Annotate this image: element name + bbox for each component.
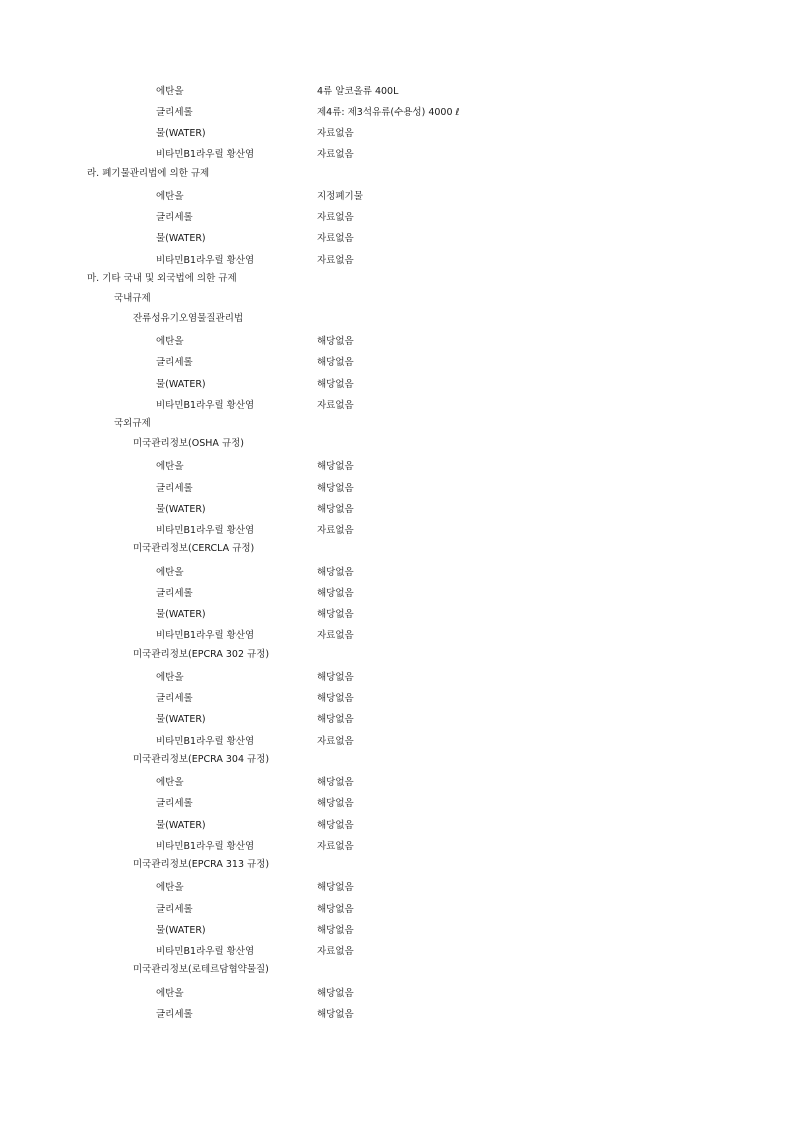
- row-name: 에탄올: [156, 882, 184, 893]
- row-name: 글리세롤: [156, 212, 193, 223]
- row-name: 에탄올: [156, 567, 184, 578]
- row-name: 글리세롤: [156, 357, 193, 368]
- row-value: 해당없음: [317, 693, 354, 704]
- row-value: 제4류: 제3석유류(수용성) 4000 ℓ: [317, 107, 460, 118]
- row-name: 글리세롤: [156, 904, 193, 915]
- row-value: 자료없음: [317, 525, 354, 536]
- section-heading: 라. 폐기물관리법에 의한 규제: [87, 168, 210, 179]
- row-value: 해당없음: [317, 798, 354, 809]
- row-name: 글리세롤: [156, 588, 193, 599]
- law-heading: 미국관리정보(로테르담협약물질): [133, 964, 269, 975]
- row-value: 자료없음: [317, 630, 354, 641]
- row-value: 해당없음: [317, 925, 354, 936]
- row-value: 해당없음: [317, 461, 354, 472]
- law-heading: 미국관리정보(EPCRA 304 규정): [133, 754, 270, 765]
- row-name: 비타민B1라우릴 황산염: [156, 149, 255, 160]
- row-name: 비타민B1라우릴 황산염: [156, 630, 255, 641]
- row-value: 해당없음: [317, 1009, 354, 1020]
- row-value: 해당없음: [317, 820, 354, 831]
- row-value: 해당없음: [317, 714, 354, 725]
- row-name: 비타민B1라우릴 황산염: [156, 736, 255, 747]
- law-heading: 미국관리정보(EPCRA 302 규정): [133, 649, 270, 660]
- row-name: 비타민B1라우릴 황산염: [156, 525, 255, 536]
- row-value: 해당없음: [317, 483, 354, 494]
- row-value: 해당없음: [317, 379, 354, 390]
- row-name: 물(WATER): [156, 233, 206, 244]
- row-name: 에탄올: [156, 336, 184, 347]
- row-value: 해당없음: [317, 588, 354, 599]
- row-value: 해당없음: [317, 988, 354, 999]
- row-name: 글리세롤: [156, 693, 193, 704]
- row-name: 비타민B1라우릴 황산염: [156, 255, 255, 266]
- row-value: 해당없음: [317, 882, 354, 893]
- row-name: 에탄올: [156, 86, 184, 97]
- subsection-heading: 국내규제: [114, 293, 151, 304]
- row-name: 비타민B1라우릴 황산염: [156, 841, 255, 852]
- row-value: 자료없음: [317, 128, 354, 139]
- row-value: 자료없음: [317, 736, 354, 747]
- row-name: 물(WATER): [156, 820, 206, 831]
- row-value: 자료없음: [317, 255, 354, 266]
- row-name: 에탄올: [156, 988, 184, 999]
- row-value: 자료없음: [317, 233, 354, 244]
- law-heading: 미국관리정보(EPCRA 313 규정): [133, 859, 270, 870]
- row-name: 에탄올: [156, 777, 184, 788]
- law-heading: 미국관리정보(CERCLA 규정): [133, 543, 255, 554]
- row-name: 비타민B1라우릴 황산염: [156, 946, 255, 957]
- row-name: 물(WATER): [156, 504, 206, 515]
- row-name: 글리세롤: [156, 798, 193, 809]
- section-heading: 마. 기타 국내 및 외국법에 의한 규제: [87, 273, 237, 284]
- subsection-heading: 국외규제: [114, 418, 151, 429]
- row-name: 글리세롤: [156, 107, 193, 118]
- row-name: 에탄올: [156, 461, 184, 472]
- row-name: 에탄올: [156, 672, 184, 683]
- row-value: 해당없음: [317, 504, 354, 515]
- row-value: 해당없음: [317, 672, 354, 683]
- row-value: 4류 알코올류 400L: [317, 86, 399, 97]
- law-heading: 미국관리정보(OSHA 규정): [133, 438, 244, 449]
- row-name: 글리세롤: [156, 483, 193, 494]
- row-value: 해당없음: [317, 357, 354, 368]
- row-value: 해당없음: [317, 336, 354, 347]
- row-name: 물(WATER): [156, 925, 206, 936]
- law-heading: 잔류성유기오염물질관리법: [133, 313, 244, 324]
- row-value: 자료없음: [317, 841, 354, 852]
- row-value: 해당없음: [317, 904, 354, 915]
- row-value: 해당없음: [317, 609, 354, 620]
- row-name: 글리세롤: [156, 1009, 193, 1020]
- row-name: 물(WATER): [156, 714, 206, 725]
- row-name: 물(WATER): [156, 128, 206, 139]
- row-name: 물(WATER): [156, 609, 206, 620]
- row-value: 자료없음: [317, 212, 354, 223]
- row-name: 비타민B1라우릴 황산염: [156, 400, 255, 411]
- row-name: 에탄올: [156, 191, 184, 202]
- row-value: 해당없음: [317, 567, 354, 578]
- row-value: 자료없음: [317, 149, 354, 160]
- row-value: 해당없음: [317, 777, 354, 788]
- row-name: 물(WATER): [156, 379, 206, 390]
- row-value: 지정폐기물: [317, 191, 363, 202]
- row-value: 자료없음: [317, 400, 354, 411]
- row-value: 자료없음: [317, 946, 354, 957]
